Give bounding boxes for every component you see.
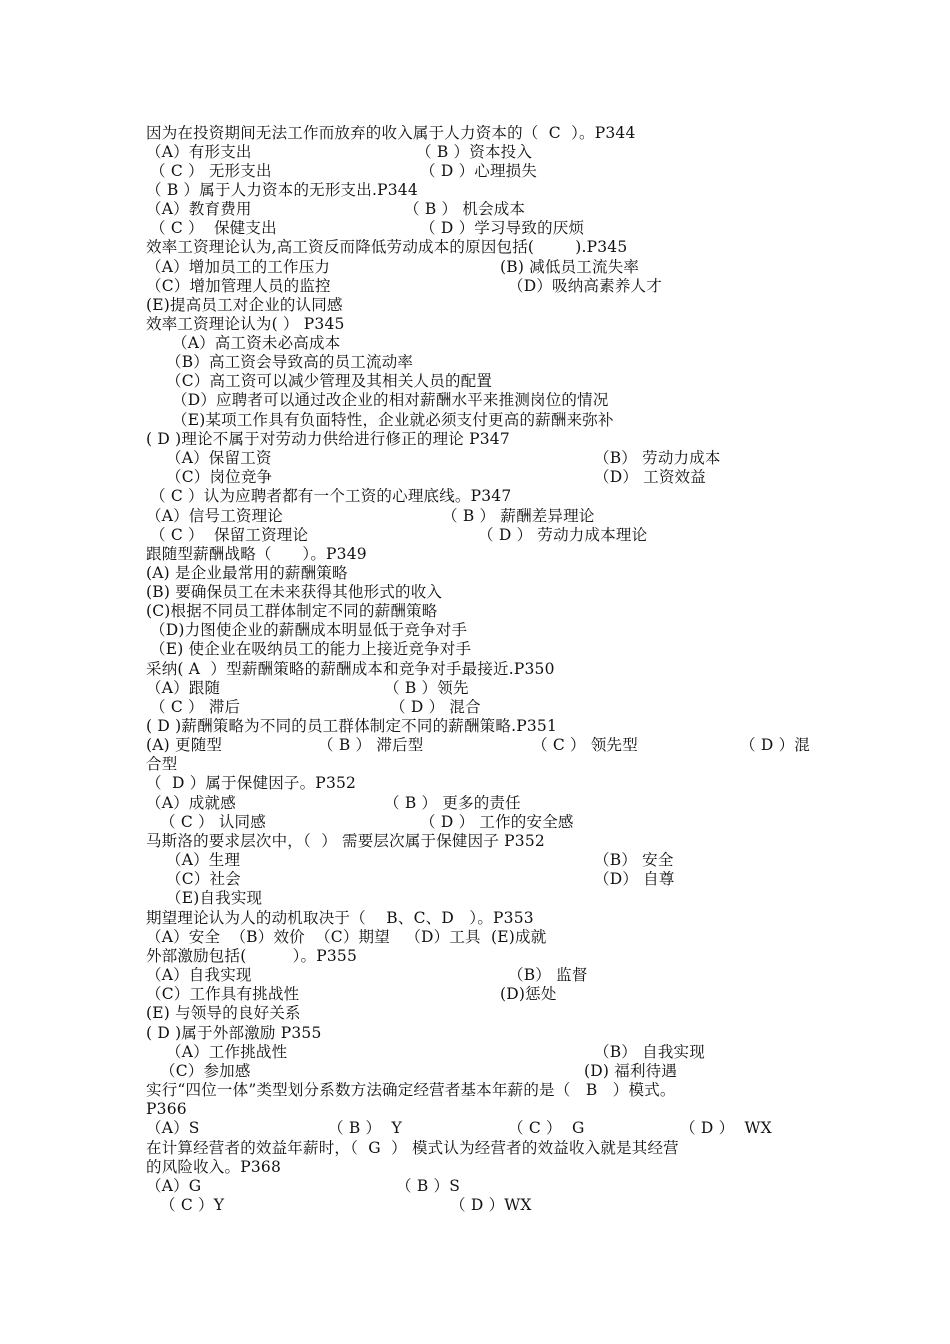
text-line: （C）社会 [166,870,241,888]
text-line: （A）生理 [166,851,241,869]
text-line: (A) 更随型 [146,736,223,754]
text-line: （E)自我实现 [166,889,263,907]
text-line: （ B ） 滞后型 [318,736,424,754]
text-line: （ C ）Y [160,1196,225,1214]
text-line: （ C ） 认同感 [160,813,266,831]
text-line: （A）成就感 [146,794,236,812]
text-line: （D） 工资效益 [594,468,706,486]
text-line: （C）工作具有挑战性 [146,985,300,1003]
text-line: 在计算经营者的效益年薪时，（ G ） 模式认为经营者的效益收入就是其经营 [146,1139,679,1157]
text-line: （ D ）属于保健因子。P352 [146,774,357,792]
text-line: （ D ） 劳动力成本理论 [478,526,648,544]
text-line: （ D ）学习导致的厌烦 [420,219,585,237]
text-line: （ C ） 保留工资理论 [150,526,309,544]
text-line: 效率工资理论认为( ） P345 [146,315,345,333]
text-line: (E)提高员工对企业的认同感 [146,296,343,314]
text-line: （D） 自尊 [594,870,675,888]
text-line: （ D ）心理损失 [420,162,538,180]
text-line: (E) 与领导的良好关系 [146,1004,301,1022]
text-line: P366 [146,1100,187,1118]
text-line: (D) 福利待遇 [584,1062,678,1080]
text-line: （A）信号工资理论 [146,507,283,525]
text-line: 期望理论认为人的动机取决于（ B、C、D ）。P353 [146,909,534,927]
text-line: （ B ）资本投入 [416,143,533,161]
text-line: （ B ） 机会成本 [404,200,526,218]
text-line: （B） 安全 [594,851,674,869]
text-line: 的风险收入。P368 [146,1158,282,1176]
text-line: （C）高工资可以减少管理及其相关人员的配置 [166,372,493,390]
text-line: （ B ） 更多的责任 [384,794,521,812]
text-line: （ C ） 无形支出 [150,162,272,180]
text-line: （ C ） 领先型 [532,736,638,754]
text-line: （A）保留工资 [166,449,272,467]
text-line: （ D ） WX [680,1119,772,1137]
text-line: ( D )薪酬策略为不同的员工群体制定不同的薪酬策略.P351 [146,717,558,735]
text-line: ( D )理论不属于对劳动力供给进行修正的理论 P347 [146,430,510,448]
text-line: （ D ）混 [740,736,810,754]
text-line: （E) 使企业在吸纳员工的能力上接近竞争对手 [150,640,472,658]
text-line: 采纳( A ）型薪酬策略的薪酬成本和竞争对手最接近.P350 [146,660,555,678]
text-line: 跟随型薪酬战略（ ）。P349 [146,545,367,563]
text-line: （ C ）认为应聘者都有一个工资的心理底线。P347 [150,487,512,505]
text-line: 马斯洛的要求层次中，（ ） 需要层次属于保健因子 P352 [146,832,545,850]
text-line: （ D ） 混合 [390,698,481,716]
text-line: （A）S [146,1119,200,1137]
text-line: 实行“四位一体”类型划分系数方法确定经营者基本年薪的是（ B ）模式。 [146,1081,676,1099]
text-line: (B) 要确保员工在未来获得其他形式的收入 [146,583,443,601]
text-line: （ C ） G [508,1119,585,1137]
text-line: （D)力图使企业的薪酬成本明显低于竞争对手 [150,621,468,639]
text-line: （B） 劳动力成本 [594,449,721,467]
text-line: （A）自我实现 [146,966,252,984]
text-line: （A）工作挑战性 [166,1043,288,1061]
text-line: （B） 自我实现 [594,1043,705,1061]
text-line: （D）吸纳高素养人才 [508,277,662,295]
text-line: (B) 减低员工流失率 [500,258,640,276]
text-line: （A）G [146,1177,202,1195]
text-line: （B）高工资会导致高的员工流动率 [166,353,414,371]
text-line: （A）增加员工的工作压力 [146,258,331,276]
text-line: （A）高工资未必高成本 [172,334,341,352]
text-line: ( D )属于外部激励 P355 [146,1024,322,1042]
text-line: （B） 监督 [508,966,588,984]
text-line: （E)某项工作具有负面特性，企业就必须支付更高的薪酬来弥补 [172,411,614,429]
text-line: （A）教育费用 [146,200,252,218]
text-line: (D)惩处 [500,985,557,1003]
text-line: 效率工资理论认为,高工资反而降低劳动成本的原因包括( ).P345 [146,238,628,256]
text-line: （ D ） 工作的安全感 [420,813,574,831]
text-line: （ D ）WX [450,1196,532,1214]
text-line: （D）应聘者可以通过改企业的相对薪酬水平来推测岗位的情况 [172,391,609,409]
text-line: （ B ） Y [328,1119,402,1137]
text-line: （A）跟随 [146,679,221,697]
text-line: （ C ） 保健支出 [150,219,277,237]
text-line: （ B ）S [396,1177,461,1195]
text-line: （ C ） 滞后 [150,698,241,716]
text-line: (A) 是企业最常用的薪酬策略 [146,564,348,582]
text-line: （C）岗位竞争 [166,468,273,486]
text-line: （A）安全 （B）效价 （C）期望 （D）工具 (E)成就 [146,928,547,946]
text-line: （C）参加感 [160,1062,251,1080]
text-line: （ B ） 薪酬差异理论 [442,507,595,525]
text-line: （ B ）属于人力资本的无形支出.P344 [146,181,418,199]
text-line: （ B ）领先 [384,679,469,697]
text-line: 因为在投资期间无法工作而放弃的收入属于人力资本的（ C ）。P344 [146,124,636,142]
text-line: （A）有形支出 [146,143,252,161]
text-line: （C）增加管理人员的监控 [146,277,331,295]
text-line: (C)根据不同员工群体制定不同的薪酬策略 [146,602,438,620]
text-line: 合型 [146,755,178,773]
text-line: 外部激励包括( ）。P355 [146,947,358,965]
